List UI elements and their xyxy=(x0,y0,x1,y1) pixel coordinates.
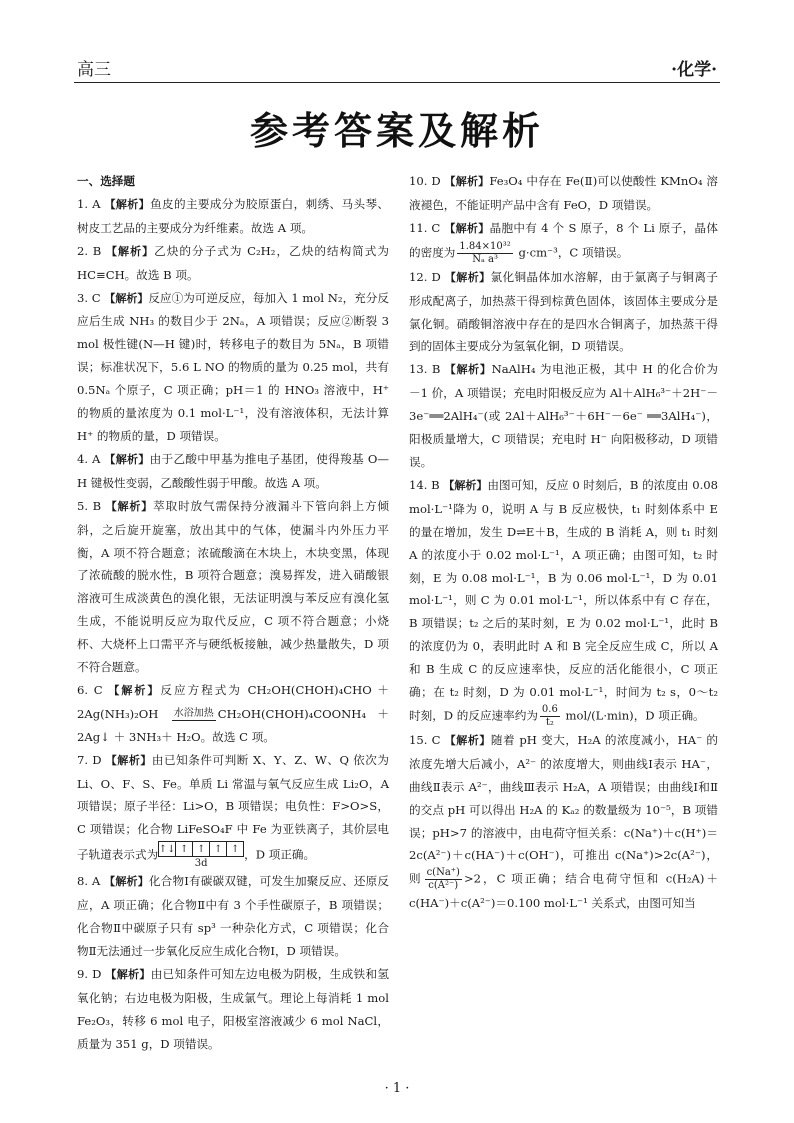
answer-text: 晶胞中有 4 个 S 原子，8 个 Li 原子，晶体的密度为 xyxy=(409,220,719,260)
orbital-box: ↑ xyxy=(230,843,240,855)
answer-item-5 xyxy=(77,495,389,679)
ratio-fraction xyxy=(425,867,462,892)
answer-item-11 xyxy=(409,217,718,266)
analysis-tag: 【解析】 xyxy=(104,452,150,466)
answer-text: 反应①为可逆反应，每加入 1 mol N₂，充分反应后生成 NH₃ 的数目少于 2Nₐ，A 项错误；反应②断裂 3 mol 极性键(N—H 键)时，转移电子的数目为 5Nₐ，B 项错误；标准状况下，5.6 L NO 的物质的量为 0.25 mol，共有 0.5Nₐ 个原子，C 项正确；pH＝1 的 HNO₃ 溶液中，H⁺ 的物质的量浓度为 0.1 mol·L⁻¹，没有溶液体积，无法计算 H⁺ 的物质的量，D 项错误。 xyxy=(77,290,389,443)
left-column xyxy=(77,170,389,1056)
rate-fraction xyxy=(540,704,560,729)
answer-label: 13. B xyxy=(409,362,445,377)
analysis-tag: 【解析】 xyxy=(104,291,149,305)
answer-item-10 xyxy=(409,170,718,217)
answer-text-cont: mol/(L·min)，D 项正确。 xyxy=(561,708,705,723)
answer-text: 由于乙酸中甲基为推电子基团，使得羧基 O—H 键极性变弱，乙酸酸性弱于甲酸。故选 A 项。 xyxy=(77,451,389,490)
analysis-tag: 【解析】 xyxy=(105,967,151,981)
answer-text: Fe₃O₄ 中存在 Fe(Ⅱ)可以使酸性 KMnO₄ 溶液褪色，不能证明产品中含有 FeO，D 项错误。 xyxy=(409,174,719,212)
answer-text: 由已知条件可知左边电极为阴极，生成铁和氢氧化钠；右边电极为阳极，生成氯气。理论上每消耗 1 mol Fe₂O₃，转移 6 mol 电子，阳极室溶液减少 6 mol NaCl，质量为 351 g，D 项错误。 xyxy=(77,966,389,1051)
answer-label: 7. D xyxy=(77,752,106,767)
answer-label: 3. C xyxy=(77,290,105,305)
analysis-tag: 【解析】 xyxy=(104,875,149,889)
answer-item-12 xyxy=(409,266,718,359)
answer-text-cont: g·cm⁻³，C 项错误。 xyxy=(514,245,629,260)
answer-item-14 xyxy=(409,474,718,729)
header-divider xyxy=(74,82,720,83)
density-fraction xyxy=(457,241,512,266)
answer-text: 反应方程式为 CH₂OH(CHOH)₄CHO ＋ 2Ag(NH₃)₂OH xyxy=(77,682,389,721)
orbital-diagram xyxy=(158,841,244,870)
fraction-numerator: 1.84×10³² xyxy=(459,240,511,252)
answer-item-1 xyxy=(77,193,389,240)
answer-text: 由图可知，反应 0 时刻后，B 的浓度由 0.08 mol·L⁻¹降为 0，说明 A 与 B 反应极快，t₁ 时刻体系中 E 的量在增加，发生 D⇌E＋B，生成的 B 消耗 A，则 t₁ 时刻 A 的浓度小于 0.02 mol·L⁻¹，A 项正确；由图可知，t₂ 时刻，E 为 0.08 mol·L⁻¹，B 为 0.06 mol·L⁻¹，D 为 0.01 mol·L⁻¹，则 C 为 0.01 mol·L⁻¹，所以体系中有 C 存在，B 项错误；t₂ 之后的某时刻，E 为 0.02 mol·L⁻¹，此时 B 的浓度仍为 0，表明此时 A 和 B 完全反应生成 C，所以 A 和 B 生成 C 的反应速率快，反应的活化能很小，C 项正确；在 t₂ 时刻，D 为 0.01 mol·L⁻¹，时间为 t₂ s，0～t₂ 时刻，D 的反应速率约为 xyxy=(409,477,719,723)
fraction-numerator: c(Na⁺) xyxy=(426,867,460,879)
analysis-tag: 【解析】 xyxy=(104,197,151,211)
analysis-tag: 【解析】 xyxy=(105,753,152,767)
analysis-tag: 【解析】 xyxy=(444,363,492,377)
answer-text: NaAlH₄ 为电池正极，其中 H 的化合价为 －1 价，A 项错误；充电时阳极反应为 Al＋AlH₆³⁻＋2H⁻－3e⁻══2AlH₄⁻(或 2Al＋AlH₆³⁻＋6H⁻－6e⁻ ══3AlH₄⁻)，阳极质量增大，C 项错误；充电时 H⁻ 向阳极移动，D 项错误。 xyxy=(409,362,718,469)
answer-label: 12. D xyxy=(409,269,445,284)
answer-item-6 xyxy=(77,679,389,749)
analysis-tag: 【解析】 xyxy=(444,221,490,235)
answer-item-15 xyxy=(409,729,718,915)
answer-label: 2. B xyxy=(77,243,107,258)
orbital-box: ↑ xyxy=(193,842,210,856)
answer-label: 8. A xyxy=(77,874,105,889)
page-title: 参考答案及解析 xyxy=(249,109,544,153)
answer-item-7 xyxy=(77,749,389,871)
answer-text: 萃取时放气需保持分液漏斗下管向斜上方倾斜，之后旋开旋塞，放出其中的气体，使漏斗内外压力平衡，A 项不符合题意；浓硫酸滴在木块上，木块变黑，体现了浓硫酸的脱水性，B 项符合题意；溴易挥发，进入硝酸银溶液可生成淡黄色的溴化银，无法证明溴与苯反应有溴化氢生成，不能说明反应为取代反应，C 项不符合题意；小烧杯、大烧杯上口需平齐与硬纸板接触，减少热量散失，D 项不符合题意。 xyxy=(77,498,390,675)
analysis-tag: 【解析】 xyxy=(444,733,491,747)
answer-label: 15. C xyxy=(409,732,445,747)
analysis-tag: 【解析】 xyxy=(443,478,488,492)
answer-item-2 xyxy=(77,240,389,287)
answer-text-cont: CH₂OH(CHOH)₄COONH₄ ＋ 2Ag↓ ＋ 3NH₃＋ H₂O。故选 C 项。 xyxy=(77,706,389,744)
answer-text: 随着 pH 变大，H₂A 的浓度减小，HA⁻ 的浓度先增大后减小，A²⁻ 的浓度增大，则曲线Ⅰ表示 HA⁻，曲线Ⅱ表示 A²⁻，曲线Ⅲ表示 H₂A，A 项错误；由曲线Ⅰ和Ⅱ的交点 pH 可以得出 H₂A 的 Kₐ₂ 的数量级为 10⁻⁵，B 项错误；pH>7 的溶液中，由电荷守恒关系：c(Na⁺)＋c(H⁺)＝2c(A²⁻)＋c(HA⁻)＋c(OH⁻)，可推出 c(Na⁺)>2c(A²⁻)，则 xyxy=(409,732,719,886)
answer-text: 鱼皮的主要成分为胶原蛋白，刺绣、马头琴、树皮工艺品的主要成分为纤维素。故选 A 项。 xyxy=(77,196,390,235)
answer-text: 由已知条件可判断 X、Y、Z、W、Q 依次为 Li、O、F、S、Fe。单质 Li 常温与氧气反应生成 Li₂O，A 项错误；原子半径：Li>O，B 项错误；电负性：F>O>S，C 项错误；化合物 LiFeSO₄F 中 Fe 为亚铁离子，其价层电子轨道表示式为 xyxy=(77,752,389,862)
answer-label: 10. D xyxy=(409,174,445,188)
answer-text-cont: ，D 项正确。 xyxy=(244,847,316,862)
answer-item-9 xyxy=(77,963,389,1056)
analysis-tag: 【解析】 xyxy=(444,270,491,284)
answer-item-3 xyxy=(77,287,389,448)
answer-label: 5. B xyxy=(77,498,106,513)
orbital-box: ↑ xyxy=(210,842,227,856)
section-title: 一、选择题 xyxy=(77,174,135,188)
answer-label: 4. A xyxy=(77,451,105,466)
fraction-denominator: t₂ xyxy=(545,716,554,728)
answer-label: 11. C xyxy=(409,220,445,235)
reaction-condition-arrow xyxy=(172,708,216,721)
answer-text-cont: >2，C 项正确；结合电荷守恒和 c(H₂A)＋c(HA⁻)＋c(A²⁻)＝0.100 mol·L⁻¹ 关系式，由图可知当 xyxy=(409,871,718,911)
answer-item-4 xyxy=(77,448,389,495)
fraction-numerator: 0.6 xyxy=(541,703,558,715)
orbital-label: 3d xyxy=(194,858,208,870)
analysis-tag: 【解析】 xyxy=(106,244,155,258)
right-column xyxy=(409,170,718,915)
answer-item-13 xyxy=(409,358,718,474)
analysis-tag: 【解析】 xyxy=(108,683,161,697)
answer-text: 化合物Ⅰ有碳碳双键，可发生加聚反应、还原反应，A 项正确；化合物Ⅱ中有 3 个手性碳原子，B 项错误；化合物Ⅱ中碳原子只有 sp³ 一种杂化方式，C 项错误；化合物Ⅱ无法通过一步氧化反应生成化合物Ⅰ，D 项错误。 xyxy=(77,874,389,958)
reaction-condition: 水浴加热 xyxy=(173,708,214,720)
analysis-tag: 【解析】 xyxy=(444,175,490,188)
answer-label: 14. B xyxy=(409,477,444,492)
answer-label: 6. C xyxy=(77,682,109,697)
fraction-denominator: Nₐ a³ xyxy=(472,253,498,265)
fraction-denominator: c(A²⁻) xyxy=(428,880,459,892)
answer-item-8 xyxy=(77,870,389,963)
header-grade: 高三 xyxy=(77,60,111,80)
header-subject: ·化学· xyxy=(671,60,717,80)
orbital-box: ↑ xyxy=(176,842,193,856)
orbital-box: ↑↓ xyxy=(158,843,176,855)
analysis-tag: 【解析】 xyxy=(105,499,154,513)
answer-label: 9. D xyxy=(77,966,106,981)
page-number: · 1 · xyxy=(384,1081,410,1096)
answer-text: 氯化铜晶体加水溶解，由于氯离子与铜离子形成配离子，加热蒸干得到棕黄色固体，该固体主要成分是氯化铜。硝酸铜溶液中存在的是四水合铜离子，加热蒸干得到的固体主要成分为氢氧化铜，D 项错误。 xyxy=(409,269,718,354)
answer-label: 1. A xyxy=(77,196,105,211)
answer-text: 乙炔的分子式为 C₂H₂，乙炔的结构简式为 HC≡CH。故选 B 项。 xyxy=(77,243,390,282)
